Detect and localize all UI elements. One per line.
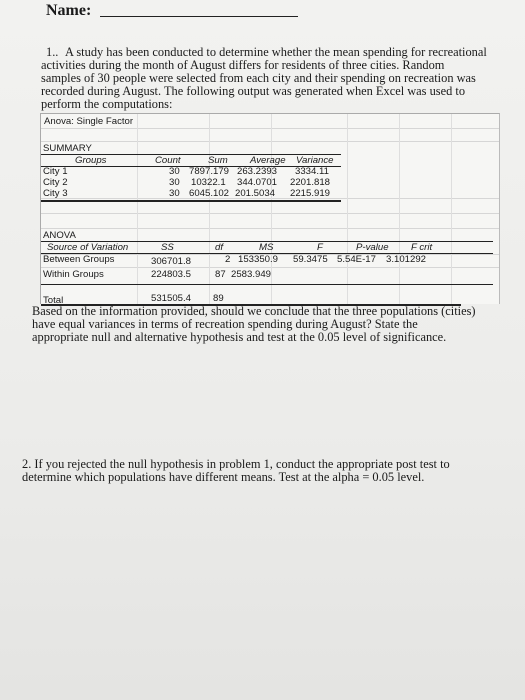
summary-row-3-sum: 6045.102 — [189, 188, 230, 199]
summary-row-3-count: 30 — [169, 188, 180, 199]
summary-header-variance: Variance — [296, 155, 334, 166]
anova-row-2-df: 87 — [215, 269, 226, 280]
anova-header-ms: MS — [259, 242, 274, 253]
summary-row-2-group: City 2 — [43, 177, 68, 188]
problem1-line-5: perform the computations: — [41, 97, 173, 111]
anova-title: Anova: Single Factor — [44, 116, 134, 127]
summary-row-3-variance: 2215.919 — [290, 188, 331, 199]
summary-row-1-group: City 1 — [43, 166, 68, 177]
summary-row-2-sum: 10322.1 — [191, 177, 226, 188]
summary-row-2-count: 30 — [169, 177, 180, 188]
anova-header-pvalue: P-value — [356, 242, 389, 253]
anova-row-2-ms: 2583.949 — [231, 269, 272, 280]
summary-header-groups: Groups — [75, 155, 107, 166]
anova-row-1-f: 59.3475 — [293, 254, 328, 265]
problem2-line-1: 2. If you rejected the null hypothesis in problem 1, conduct the appropriate post test to — [22, 457, 450, 471]
anova-total-df: 89 — [213, 293, 224, 304]
anova-header-fcrit: F crit — [411, 242, 433, 253]
anova-header-source: Source of Variation — [47, 242, 129, 253]
anova-header-df: df — [215, 242, 224, 253]
anova-row-1-fcrit: 3.101292 — [386, 254, 427, 265]
summary-header-count: Count — [155, 155, 181, 166]
problem1-question-line-2: have equal variances in terms of recreation spending during August? State the — [32, 317, 418, 331]
problem1-question-line-3: appropriate null and alternative hypothesis and test at the 0.05 level of significance. — [32, 330, 447, 344]
summary-row-2-variance: 2201.818 — [290, 177, 331, 188]
anova-row-1-df: 2 — [225, 254, 231, 265]
anova-total-label: Total — [43, 295, 64, 306]
summary-row-3-average: 201.5034 — [235, 188, 276, 199]
anova-row-1-ss: 306701.8 — [151, 256, 192, 267]
summary-row-1-variance: 3334.11 — [295, 166, 329, 177]
anova-row-1-source: Between Groups — [43, 254, 115, 265]
problem1-line-4: recorded during August. The following output was generated when Excel was used to — [41, 84, 466, 98]
problem1-question-line-1: Based on the information provided, should we conclude that the three populations (cities) — [32, 304, 476, 318]
summary-row-1-count: 30 — [169, 166, 180, 177]
problem2-line-2: determine which populations have different means. Test at the alpha = 0.05 level. — [22, 470, 425, 484]
name-blank-line — [100, 16, 298, 17]
name-label: Name: — [46, 2, 92, 19]
problem1-line-2: activities during the month of August differs for residents of three cities. Random — [41, 58, 445, 72]
summary-row-3-group: City 3 — [43, 188, 68, 199]
anova-label: ANOVA — [43, 230, 76, 241]
summary-header-sum: Sum — [208, 155, 228, 166]
excel-output-box — [40, 113, 500, 304]
summary-row-2-average: 344.0701 — [237, 177, 278, 188]
summary-header-average: Average — [250, 155, 286, 166]
summary-label: SUMMARY — [43, 143, 92, 154]
anova-row-2-ss: 224803.5 — [151, 269, 192, 280]
anova-total-ss: 531505.4 — [151, 293, 192, 304]
problem1-number: 1.. — [46, 45, 59, 59]
anova-header-f: F — [317, 242, 323, 253]
anova-row-2-source: Within Groups — [43, 269, 104, 280]
summary-row-1-sum: 7897.179 — [189, 166, 230, 177]
anova-header-ss: SS — [161, 242, 174, 253]
problem1-line-3: samples of 30 people were selected from each city and their spending on recreation was — [41, 71, 476, 85]
problem1-line-1: A study has been conducted to determine whether the mean spending for recreational — [65, 45, 487, 59]
anova-row-1-ms: 153350.9 — [238, 254, 279, 265]
summary-row-1-average: 263.2393 — [237, 166, 278, 177]
anova-row-1-pvalue: 5.54E-17 — [337, 254, 376, 265]
